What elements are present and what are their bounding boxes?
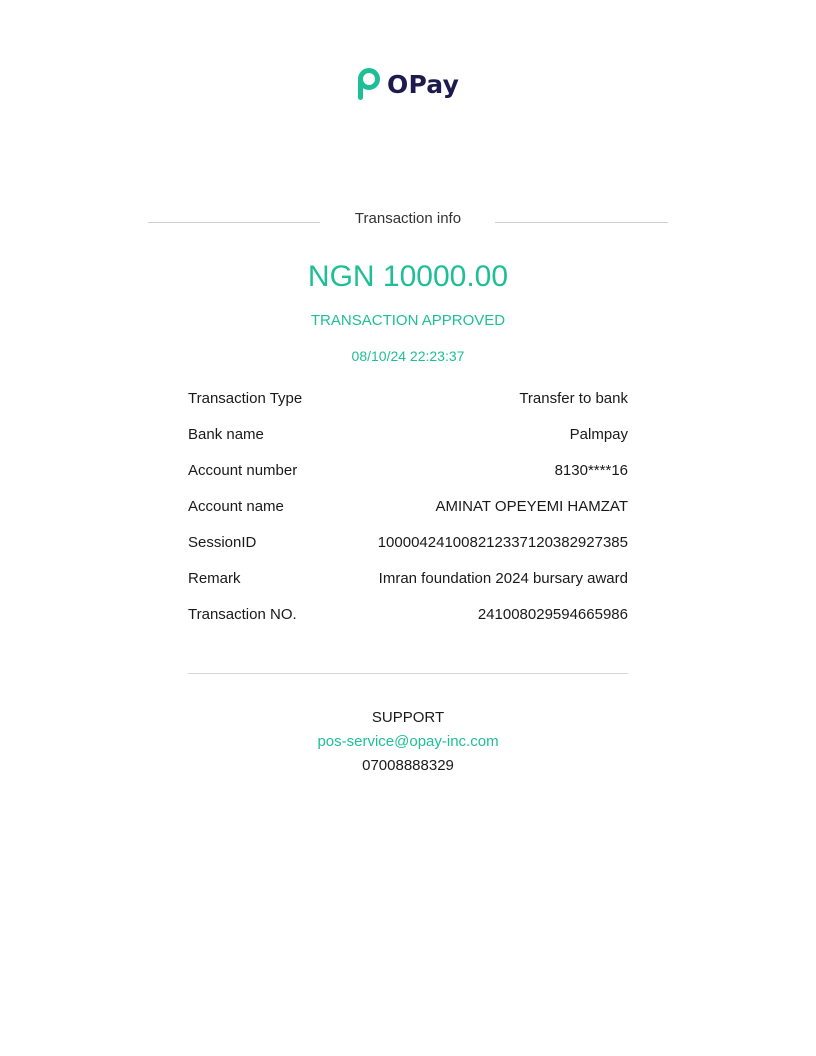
detail-label: Transaction NO. bbox=[188, 606, 297, 623]
detail-value: 100004241008212337120382927385 bbox=[377, 534, 628, 551]
brand-logo bbox=[357, 64, 459, 104]
detail-row-session-id bbox=[188, 534, 628, 570]
section-divider-right bbox=[495, 222, 668, 223]
detail-value: Transfer to bank bbox=[519, 390, 628, 407]
detail-row-remark bbox=[188, 570, 628, 606]
support-section bbox=[0, 706, 816, 778]
section-title: Transaction info bbox=[354, 210, 462, 227]
detail-value: Palmpay bbox=[569, 426, 628, 443]
section-header bbox=[148, 208, 668, 230]
detail-label: Bank name bbox=[188, 426, 264, 443]
detail-label: Remark bbox=[188, 570, 241, 587]
detail-label: Account name bbox=[188, 498, 284, 515]
footer-divider bbox=[188, 673, 628, 674]
transaction-datetime: 08/10/24 22:23:37 bbox=[351, 348, 465, 364]
opay-logo-icon bbox=[357, 67, 381, 101]
detail-label: Account number bbox=[188, 462, 298, 479]
support-email-link[interactable]: pos-service@opay-inc.com bbox=[317, 733, 499, 750]
transaction-details bbox=[188, 390, 628, 642]
detail-label: Transaction Type bbox=[188, 390, 303, 407]
detail-value: 8130****16 bbox=[554, 462, 628, 479]
detail-row-transaction-number bbox=[188, 606, 628, 642]
detail-row-transaction-type bbox=[188, 390, 628, 426]
transaction-status: TRANSACTION APPROVED bbox=[310, 312, 506, 329]
detail-value: Imran foundation 2024 bursary award bbox=[378, 570, 628, 587]
detail-value: AMINAT OPEYEMI HAMZAT bbox=[435, 498, 628, 515]
detail-value: 241008029594665986 bbox=[477, 606, 628, 623]
detail-row-account-name bbox=[188, 498, 628, 534]
detail-label: SessionID bbox=[188, 534, 257, 551]
transaction-amount: NGN 10000.00 bbox=[307, 260, 509, 293]
brand-name: OPay bbox=[387, 69, 460, 99]
detail-row-bank-name bbox=[188, 426, 628, 462]
support-phone: 07008888329 bbox=[362, 757, 454, 774]
detail-row-account-number bbox=[188, 462, 628, 498]
support-title: SUPPORT bbox=[371, 709, 445, 726]
